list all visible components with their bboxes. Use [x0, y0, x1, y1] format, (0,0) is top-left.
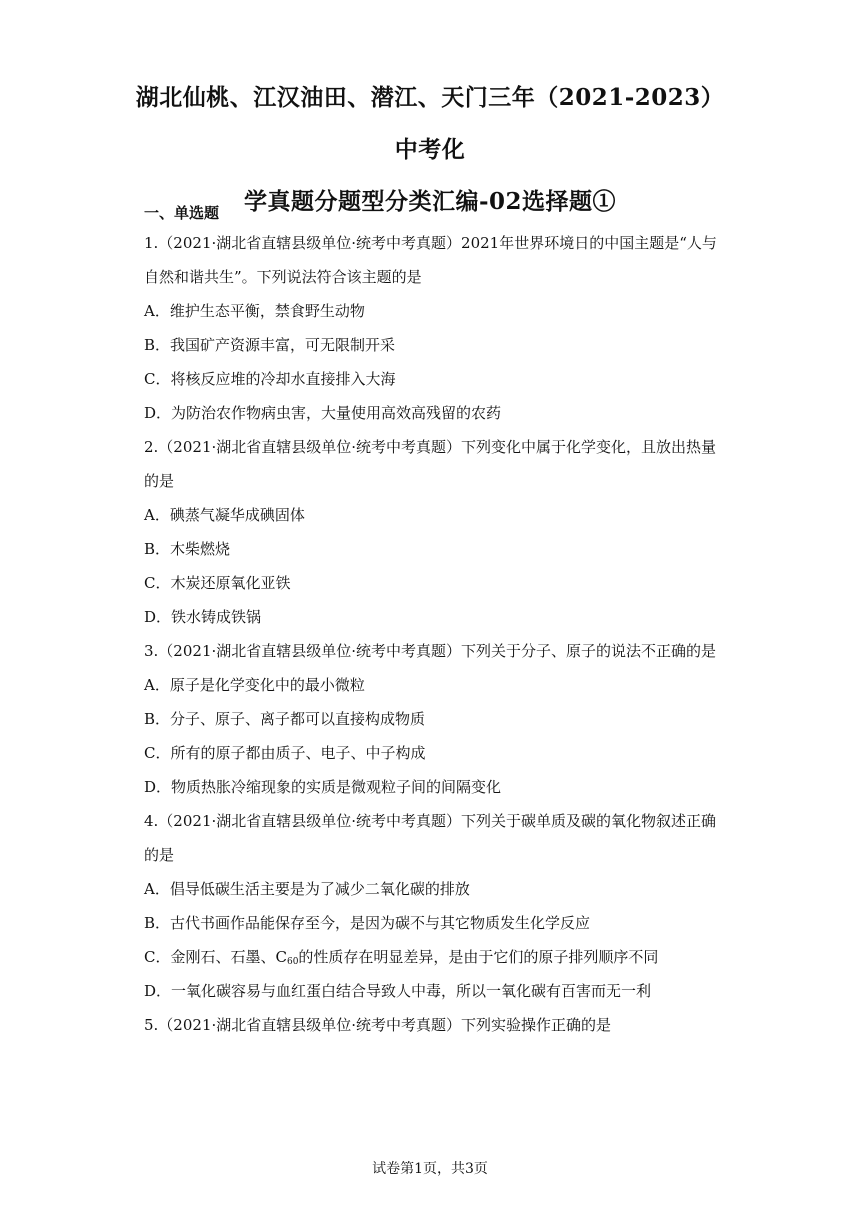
question-1 [144, 226, 724, 430]
option-a: A．碘蒸气凝华成碘固体 [144, 506, 305, 524]
option-c [144, 940, 724, 974]
option-b: B．古代书画作品能保存至今，是因为碳不与其它物质发生化学反应 [144, 914, 591, 932]
question-5 [144, 1008, 724, 1042]
option-d: D．为防治农作物病虫害，大量使用高效高残留的农药 [144, 404, 502, 422]
question-stem: 1.（2021·湖北省直辖县级单位·统考中考真题）2021年世界环境日的中国主题是“人与 [144, 234, 717, 252]
document-title [130, 72, 730, 228]
option-b: B．木柴燃烧 [144, 540, 231, 558]
question-stem-cont: 自然和谐共生”。下列说法符合该主题的是 [144, 268, 422, 286]
question-stem: 2.（2021·湖北省直辖县级单位·统考中考真题）下列变化中属于化学变化，且放出热量 [144, 438, 717, 456]
option-a: A．倡导低碳生活主要是为了减少二氧化碳的排放 [144, 880, 470, 898]
option-d: D．一氧化碳容易与血红蛋白结合导致人中毒，所以一氧化碳有百害而无一利 [144, 982, 652, 1000]
option-c: C．木炭还原氧化亚铁 [144, 574, 291, 592]
option-a: A．原子是化学变化中的最小微粒 [144, 676, 365, 694]
option-b: B．分子、原子、离子都可以直接构成物质 [144, 710, 426, 728]
option-a: A．维护生态平衡，禁食野生动物 [144, 302, 365, 320]
section-heading: 一、单选题 [144, 204, 220, 222]
option-c: C．所有的原子都由质子、电子、中子构成 [144, 744, 426, 762]
subscript-60: 60 [286, 957, 299, 967]
page-footer: 试卷第1页，共3页 [372, 1161, 488, 1177]
option-c: C．将核反应堆的冷却水直接排入大海 [144, 370, 396, 388]
question-list [144, 226, 724, 1042]
question-stem: 5.（2021·湖北省直辖县级单位·统考中考真题）下列实验操作正确的是 [144, 1016, 612, 1034]
option-d: D．铁水铸成铁锅 [144, 608, 262, 626]
option-c-text: C．金刚石、石墨、C [144, 948, 287, 966]
option-b: B．我国矿产资源丰富，可无限制开采 [144, 336, 396, 354]
question-2 [144, 430, 724, 634]
question-3 [144, 634, 724, 804]
question-4 [144, 804, 724, 1008]
option-c-text-cont: 的性质存在明显差异，是由于它们的原子排列顺序不同 [298, 948, 659, 966]
option-d: D．物质热胀冷缩现象的实质是微观粒子间的间隔变化 [144, 778, 502, 796]
question-stem-cont: 的是 [144, 846, 175, 864]
question-stem-cont: 的是 [144, 472, 175, 490]
question-stem: 4.（2021·湖北省直辖县级单位·统考中考真题）下列关于碳单质及碳的氧化物叙述正确 [144, 812, 717, 830]
title-line-2: 学真题分题型分类汇编-02选择题① [243, 188, 617, 215]
question-stem: 3.（2021·湖北省直辖县级单位·统考中考真题）下列关于分子、原子的说法不正确的是 [144, 642, 717, 660]
title-line-1: 湖北仙桃、江汉油田、潜江、天门三年（2021-2023）中考化 [135, 84, 725, 163]
